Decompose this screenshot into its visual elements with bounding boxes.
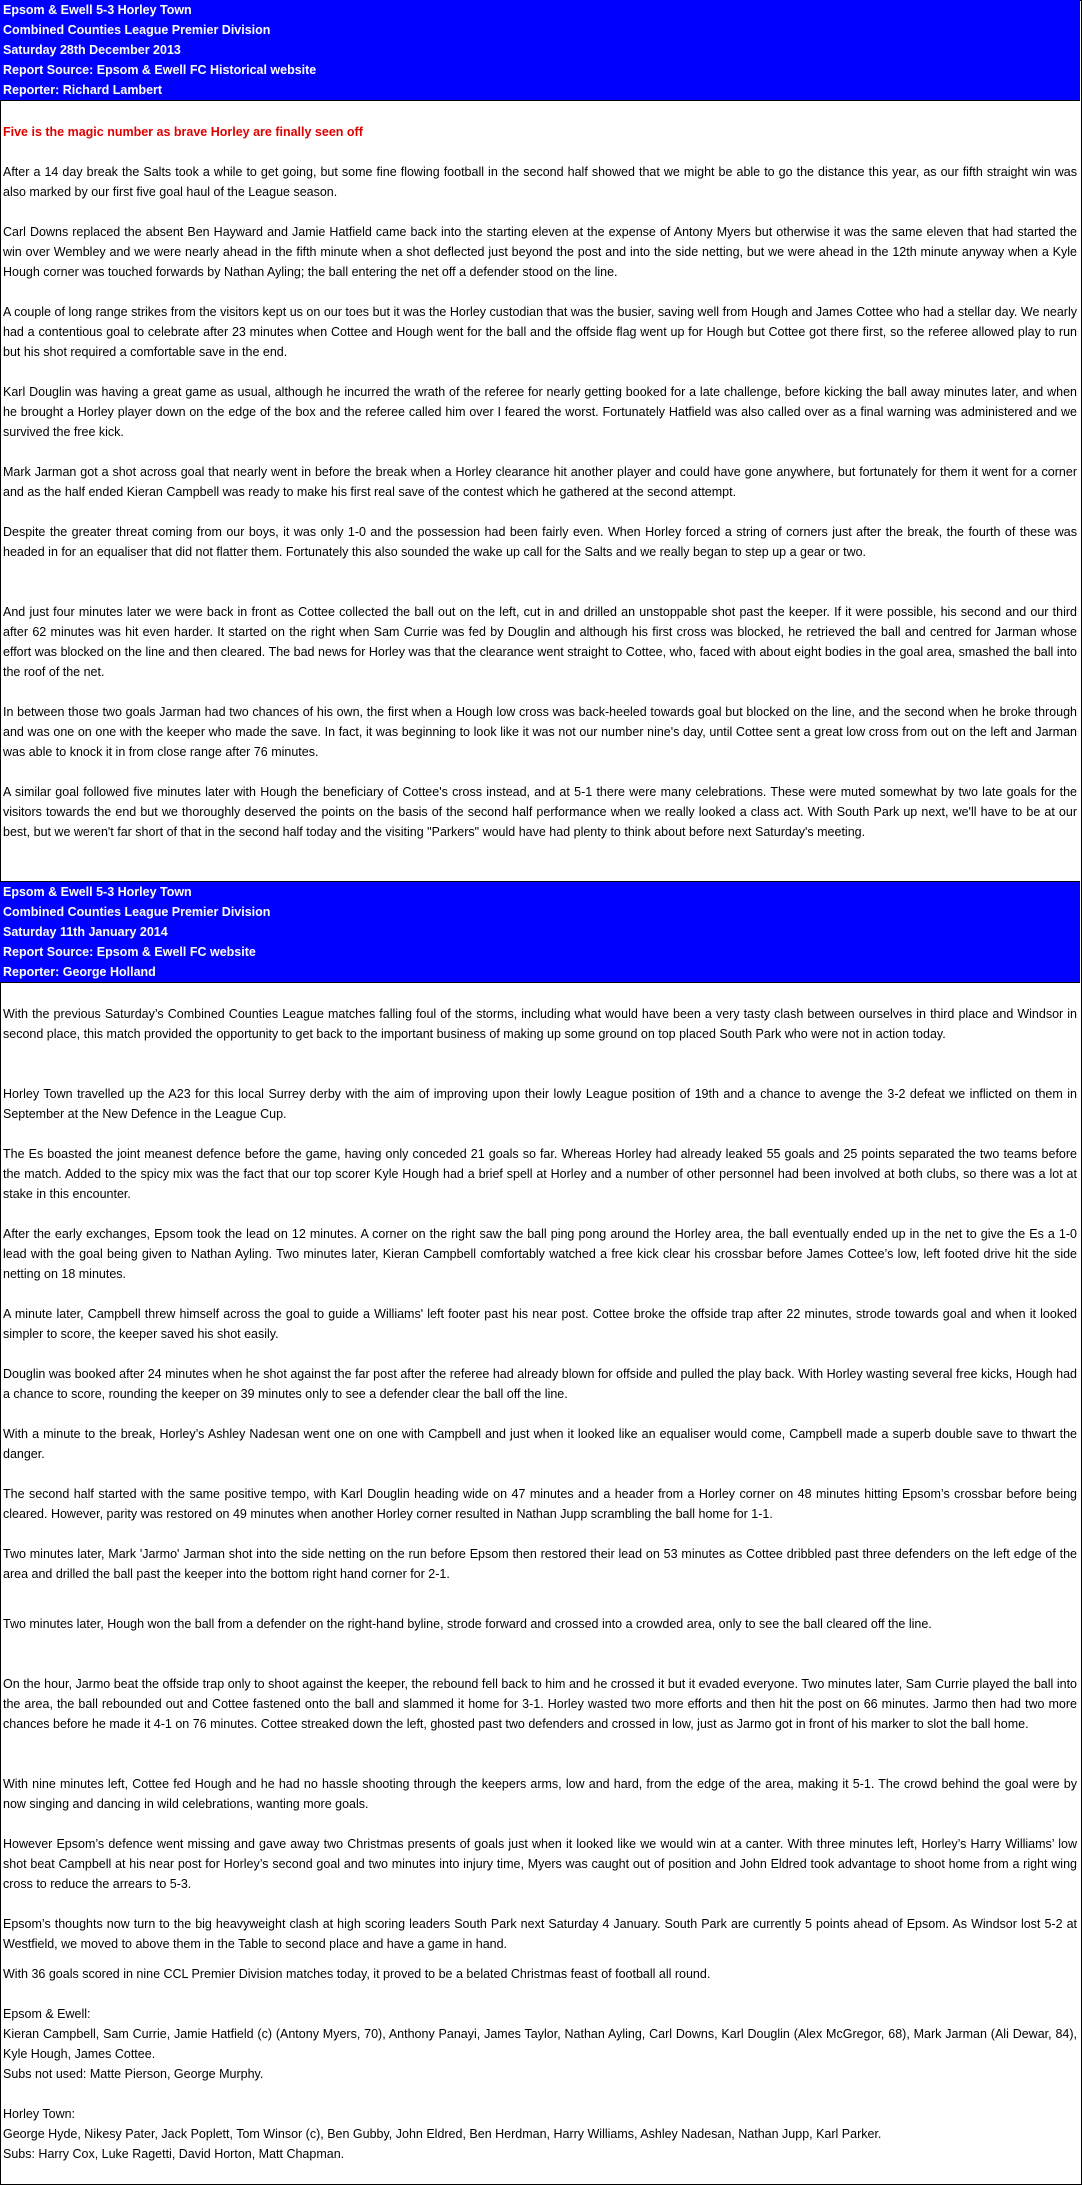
report1-paragraph: A couple of long range strikes from the visitors kept us on our toes but it was the Horley custodian that was the busier, saving well from Hough and James Cottee who had a stellar day. We nearly had a contentious goal to celebrate after 23 minutes when Cottee and Hough went for the ball and the offside flag went up for Hough but Cottee got there first, so the referee allowed play to run but his shot required a comfortable save in the end. bbox=[3, 305, 1077, 359]
report2-paragraph: A minute later, Campbell threw himself across the goal to guide a Williams' left footer past his near post. Cottee broke the offside trap after 22 minutes, strode towards goal and when it looked simpler to score, the keeper saved his shot easily. bbox=[3, 1307, 1077, 1341]
report1-headline: Five is the magic number as brave Horley are finally seen off bbox=[3, 125, 363, 139]
report2-paragraph: With a minute to the break, Horley’s Ashley Nadesan went one on one with Campbell and just when it looked like an equaliser would come, Campbell made a superb double save to thwart the danger. bbox=[3, 1427, 1077, 1461]
report1-paragraph: Despite the greater threat coming from our boys, it was only 1-0 and the possession had been fairly even. When Horley forced a string of corners just after the break, the fourth of these was headed in for an equaliser that did not flatter them. Fortunately this also sounded the wake up call for the Salts and we really began to step up a gear or two. bbox=[3, 525, 1077, 559]
report2-paragraph: Epsom’s thoughts now turn to the big heavyweight clash at high scoring leaders South Park next Saturday 4 January. South Park are currently 5 points ahead of Epsom. As Windsor lost 5-2 at Westfield, we moved to above them in the Table to second place and have a game in hand. bbox=[3, 1917, 1077, 1951]
away-lineup-players: George Hyde, Nikesy Pater, Jack Poplett, Tom Winsor (c), Ben Gubby, John Eldred, Ben Herdman, Harry Williams, Ashley Nadesan, Nathan Jupp, Karl Parker. bbox=[3, 2127, 882, 2141]
report2-source: Report Source: Epsom & Ewell FC website bbox=[3, 945, 256, 959]
report2-paragraph: Two minutes later, Mark 'Jarmo' Jarman shot into the side netting on the run before Epsom then restored their lead on 53 minutes as Cottee dribbled past three defenders on the left edge of the area and drilled the ball past the keeper into the bottom right hand corner for 2-1. bbox=[3, 1547, 1077, 1581]
report1-date: Saturday 28th December 2013 bbox=[3, 43, 181, 57]
report2-date: Saturday 11th January 2014 bbox=[3, 925, 168, 939]
report2-paragraph: Douglin was booked after 24 minutes when he shot against the far post after the referee had already blown for offside and pulled the play back. With Horley wasting several free kicks, Hough had a chance to score, rounding the keeper on 39 minutes only to see a defender clear the ball off the line. bbox=[3, 1367, 1077, 1401]
away-lineup-title: Horley Town: bbox=[3, 2107, 76, 2121]
report1-source: Report Source: Epsom & Ewell FC Historical website bbox=[3, 63, 317, 77]
report2-paragraph: The second half started with the same positive tempo, with Karl Douglin heading wide on 47 minutes and a header from a Horley corner on 48 minutes hitting Epsom’s crossbar before being cleared. However, parity was restored on 49 minutes when another Horley corner resulted in Nathan Jupp scrambling the ball home for 1-1. bbox=[3, 1487, 1077, 1521]
home-lineup bbox=[3, 2004, 1077, 2084]
report2-paragraph: However Epsom’s defence went missing and gave away two Christmas presents of goals just when it looked like we would win at a canter. With three minutes left, Horley’s Harry Williams’ low shot beat Campbell at his near post for Horley’s second goal and two minutes into injury time, Myers was caught out of position and John Eldred took advantage to shoot home from a right wing cross to reduce the arrears to 5-3. bbox=[3, 1837, 1077, 1891]
report1-paragraph: A similar goal followed five minutes later with Hough the beneficiary of Cottee's cross instead, and at 5-1 there were many celebrations. These were muted somewhat by two late goals for the visitors towards the end but we thoroughly deserved the points on the basis of the second half performance when we really looked a class act. With South Park up next, we'll have to be at our best, but we weren't far short of that in the second half today and the visiting "Parkers" would have had plenty to think about before next Saturday's meeting. bbox=[3, 785, 1077, 839]
report1-paragraph: After a 14 day break the Salts took a while to get going, but some fine flowing football in the second half showed that we might be able to go the distance this year, as our fifth straight win was also marked by our first five goal haul of the League season. bbox=[3, 165, 1077, 199]
report2-paragraph: After the early exchanges, Epsom took the lead on 12 minutes. A corner on the right saw the ball ping pong around the Horley area, the ball eventually ended up in the net to give the Es a 1-0 lead with the goal being given to Nathan Ayling. Two minutes later, Kieran Campbell comfortably watched a free kick clear his crossbar before James Cottee’s low, left footed drive hit the side netting on 18 minutes. bbox=[3, 1227, 1077, 1281]
report1-match-title: Epsom & Ewell 5-3 Horley Town bbox=[3, 3, 192, 17]
report1-paragraph: And just four minutes later we were back in front as Cottee collected the ball out on the left, cut in and drilled an unstoppable shot past the keeper. If it were possible, his second and our third after 62 minutes was hit even harder. It started on the right when Sam Currie was fed by Douglin and although his first cross was blocked, he retrieved the ball and centred for Jarman whose effort was blocked on the line and then cleared. The bad news for Horley was that the clearance went straight to Cottee, who, faced with about eight bodies in the goal area, smashed the ball into the roof of the net. bbox=[3, 605, 1077, 679]
home-lineup-subs: Subs not used: Matte Pierson, George Murphy. bbox=[3, 2067, 264, 2081]
report2-match-title: Epsom & Ewell 5-3 Horley Town bbox=[3, 885, 192, 899]
report2-paragraph: On the hour, Jarmo beat the offside trap only to shoot against the keeper, the rebound fell back to him and he crossed it but it evaded everyone. Two minutes later, Sam Currie played the ball into the area, the ball rebounded out and Cottee fastened onto the ball and slammed it home for 3-1. Horley wasted two more efforts and then hit the post on 66 minutes. Jarmo then had two more chances before he made it 4-1 on 76 minutes. Cottee streaked down the left, ghosted past two defenders and crossed in low, just as Jarmo got in front of his marker to slot the ball home. bbox=[3, 1677, 1077, 1731]
report1-paragraph: Mark Jarman got a shot across goal that nearly went in before the break when a Horley clearance hit another player and could have gone anywhere, but fortunately for them it went for a corner and as the half ended Kieran Campbell was ready to make his first real save of the contest which he gathered at the second attempt. bbox=[3, 465, 1077, 499]
report2-paragraph: With 36 goals scored in nine CCL Premier Division matches today, it proved to be a belated Christmas feast of football all round. bbox=[3, 1967, 711, 1981]
report2-header bbox=[0, 882, 1080, 983]
report2-paragraph: The Es boasted the joint meanest defence before the game, having only conceded 21 goals so far. Whereas Horley had already leaked 55 goals and 25 points separated the two teams before the match. Added to the spicy mix was the fact that our top scorer Kyle Hough had a brief spell at Horley and a number of other personnel had been involved at both clubs, so there was a lot at stake in this encounter. bbox=[3, 1147, 1077, 1201]
report1-paragraph: Karl Douglin was having a great game as usual, although he incurred the wrath of the referee for nearly getting booked for a late challenge, before kicking the ball away minutes later, and when he brought a Horley player down on the edge of the box and the referee called him over I feared the worst. Fortunately Hatfield was also called over as a final warning was administered and we survived the free kick. bbox=[3, 385, 1077, 439]
report1-header bbox=[0, 0, 1080, 101]
away-lineup-subs: Subs: Harry Cox, Luke Ragetti, David Horton, Matt Chapman. bbox=[3, 2147, 345, 2161]
report2-competition: Combined Counties League Premier Division bbox=[3, 905, 271, 919]
home-lineup-players: Kieran Campbell, Sam Currie, Jamie Hatfield (c) (Antony Myers, 70), Anthony Panayi, James Taylor, Nathan Ayling, Carl Downs, Karl Douglin (Alex McGregor, 68), Mark Jarman (Ali Dewar, 84), Kyle Hough, James Cottee. bbox=[3, 2027, 1077, 2061]
home-lineup-title: Epsom & Ewell: bbox=[3, 2007, 91, 2021]
report1-paragraph: Carl Downs replaced the absent Ben Hayward and Jamie Hatfield came back into the starting eleven at the expense of Antony Myers but otherwise it was the same eleven that had started the win over Wembley and we were nearly ahead in the fifth minute when a shot deflected just beyond the post and into the side netting, but we were ahead in the 12th minute anyway when a Kyle Hough corner was touched forwards by Nathan Ayling; the ball entering the net off a defender stood on the line. bbox=[3, 225, 1077, 279]
report2-paragraph: With nine minutes left, Cottee fed Hough and he had no hassle shooting through the keepers arms, low and hard, from the edge of the area, making it 5-1. The crowd behind the goal were by now singing and dancing in wild celebrations, wanting more goals. bbox=[3, 1777, 1077, 1811]
report2-paragraph: Two minutes later, Hough won the ball from a defender on the right-hand byline, strode forward and crossed into a crowded area, only to see the ball cleared off the line. bbox=[3, 1617, 932, 1631]
report1-competition: Combined Counties League Premier Division bbox=[3, 23, 271, 37]
report1-paragraph: In between those two goals Jarman had two chances of his own, the first when a Hough low cross was back-heeled towards goal but blocked on the line, and the second when he broke through and was one on one with the keeper who made the save. In fact, it was beginning to look like it was not our number nine's day, until Cottee sent a great low cross from out on the left and Jarman was able to knock it in from close range after 76 minutes. bbox=[3, 705, 1077, 759]
away-lineup bbox=[3, 2104, 1077, 2164]
report1-reporter: Reporter: Richard Lambert bbox=[3, 83, 163, 97]
report2-reporter: Reporter: George Holland bbox=[3, 965, 156, 979]
report2-paragraph: With the previous Saturday’s Combined Counties League matches falling foul of the storms, including what would have been a very tasty clash between ourselves in third place and Windsor in second place, this match provided the opportunity to get back to the important business of making up some ground on top placed South Park who were not in action today. bbox=[3, 1007, 1077, 1041]
report2-paragraph: Horley Town travelled up the A23 for this local Surrey derby with the aim of improving upon their lowly League position of 19th and a chance to avenge the 3-2 defeat we inflicted on them in September at the New Defence in the League Cup. bbox=[3, 1087, 1077, 1121]
